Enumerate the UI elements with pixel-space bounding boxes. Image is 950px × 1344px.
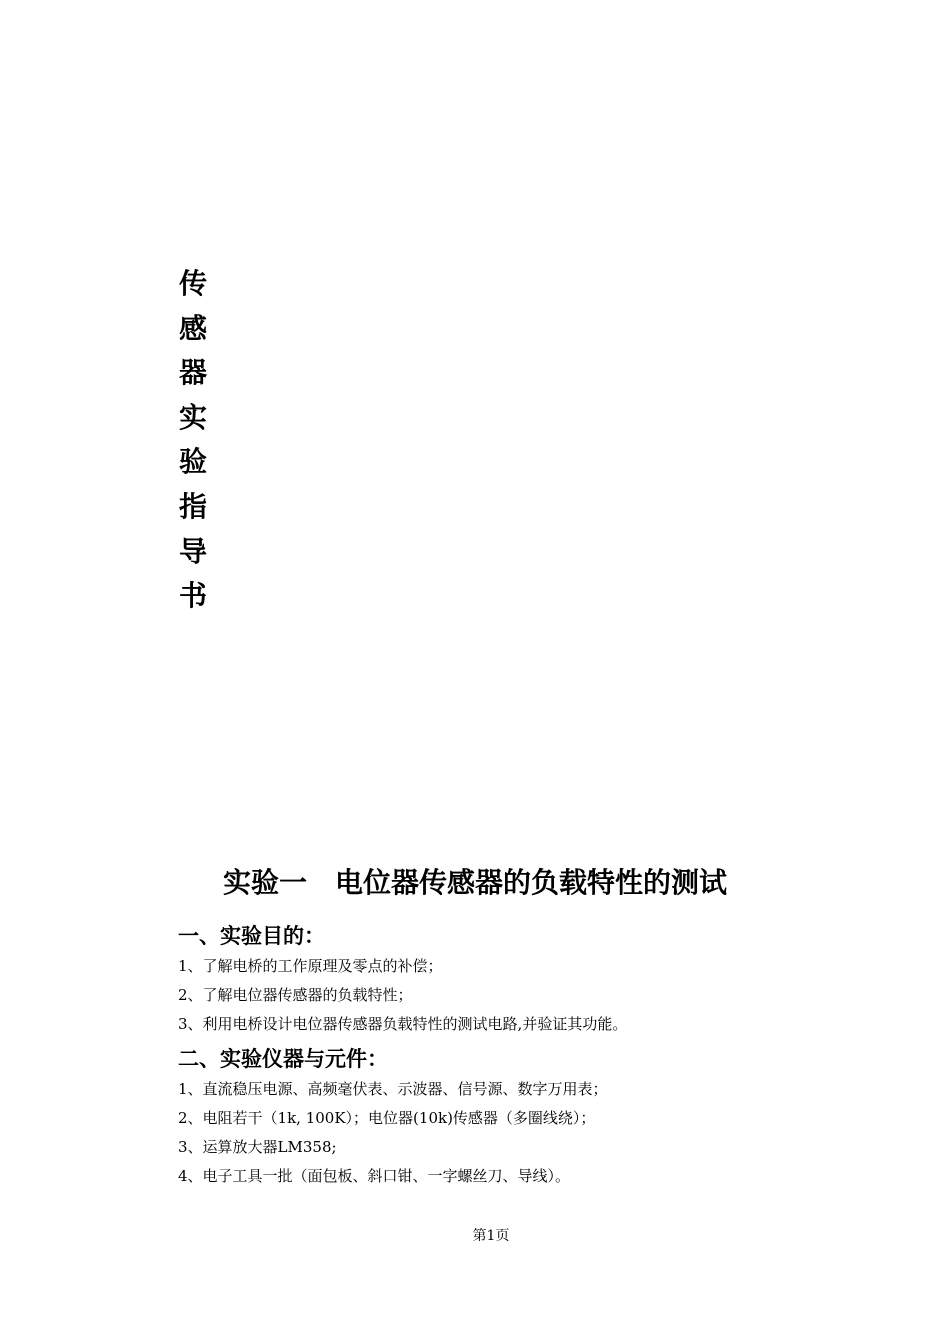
list-item: 4、电子工具一批（面包板、斜口钳、一字螺丝刀、导线）。 [178,1167,571,1185]
objectives-list [178,952,858,1039]
cover-title-char: 感 [178,311,207,345]
cover-title [176,262,210,619]
page-number: 第1页 [472,1228,510,1244]
cover-title-char: 验 [178,445,207,479]
list-item: 3、运算放大器LM358; [178,1138,337,1156]
section-heading: 一、实验目的： [178,924,325,948]
list-item: 3、利用电桥设计电位器传感器负载特性的测试电路,并验证其功能。 [178,1015,628,1033]
list-item: 2、电阻若干（1k, 100K）；电位器(10k)传感器（多圈线绕）； [178,1109,596,1127]
section-heading: 二、实验仪器与元件： [178,1047,388,1071]
cover-title-char: 实 [178,400,207,434]
cover-title-char: 器 [178,356,207,390]
equipment-list [178,1075,858,1191]
cover-title-char: 书 [178,579,207,613]
experiment-title: 实验一 电位器传感器的负载特性的测试 [222,865,727,899]
list-item: 1、了解电桥的工作原理及零点的补偿； [178,957,443,975]
list-item: 2、了解电位器传感器的负载特性； [178,986,413,1004]
cover-title-char: 导 [178,534,207,568]
list-item: 1、直流稳压电源、高频毫伏表、示波器、信号源、数字万用表； [178,1080,608,1098]
section-equipment [178,1043,858,1191]
cover-title-char: 传 [178,267,207,300]
section-objectives [178,920,858,1039]
cover-title-char: 指 [178,489,207,523]
